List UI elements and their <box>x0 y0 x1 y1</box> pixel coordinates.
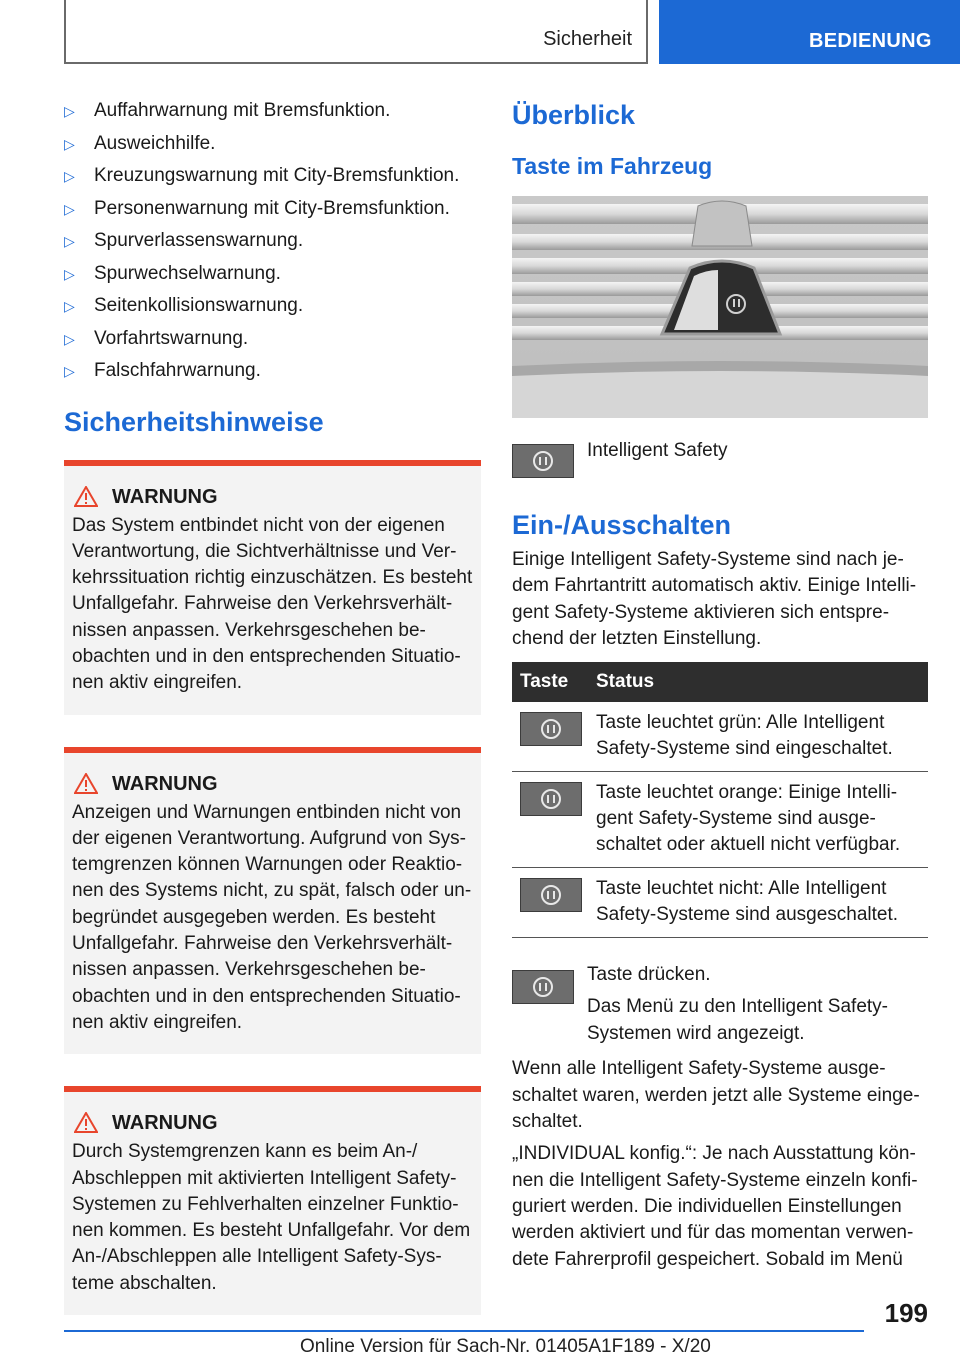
button-caption: Intelligent Safety <box>587 440 728 461</box>
table-row <box>512 868 928 938</box>
intelligent-safety-button-icon <box>512 970 574 1004</box>
warning-title: WARNUNG <box>112 484 473 510</box>
triangle-bullet-icon: ▷ <box>64 103 75 119</box>
list-item: ▷ Kreuzungswarnung mit City-Bremsfunktion. <box>64 165 460 186</box>
list-item: ▷ Ausweichhilfe. <box>64 132 216 154</box>
header-section-box <box>64 0 648 64</box>
onoff-heading: Ein-/Ausschalten <box>512 510 732 540</box>
right-column <box>512 100 928 1273</box>
button-caption-row <box>512 438 928 502</box>
press-text: Das Menü zu den Intelligent Safety-Systemen wird angezeigt. <box>587 996 889 1044</box>
triangle-bullet-icon: ▷ <box>64 363 75 379</box>
onoff-intro: Einige Intelligent Safety-Systeme sind nach jedem Fahrtantritt automatisch aktiv. Einige Intelligent Safety-Systeme aktivieren sich entsprechend der letzten Einstellung. <box>512 549 917 649</box>
feature-list <box>64 100 481 393</box>
table-cell-status: Taste leuchtet orange: Einige Intelligent Safety-Systeme sind ausgeschaltet oder aktuell nicht verfügbar. <box>588 772 928 868</box>
list-item: ▷ Falschfahrwarnung. <box>64 360 261 381</box>
button-heading: Taste im Fahrzeug <box>512 153 713 179</box>
left-column <box>64 100 481 1315</box>
list-item: ▷ Spurverlassenswarnung. <box>64 230 304 251</box>
safety-heading: Sicherheitshinweise <box>64 406 324 437</box>
warning-text: Anzeigen und Warnungen entbinden nicht von der eigenen Verantwortung. Aufgrund von Systemgrenzen können Warnungen oder Reaktionen des Systems nicht, zu spät, falsch oder unbegründet ausgegeben werden. Es besteht Unfallgefahr. Fahrweise den Verkehrsverhältnissen anpassen. Verkehrsgeschehen beobachten und in den entsprechenden Situationen aktiv eingreifen. <box>72 801 472 1033</box>
triangle-bullet-icon: ▷ <box>64 168 75 184</box>
warning-text: Das System entbindet nicht von der eigenen Verantwortung, die Sichtverhältnisse und Verkehrssituation richtig einzuschätzen. Es besteht Unfallgefahr. Fahrweise den Verkehrsverhältnissen anpassen. Verkehrsgeschehen beobachten und in den entsprechenden Situationen aktiv eingreifen. <box>72 514 473 694</box>
warning-box <box>64 747 481 1055</box>
table-row <box>512 702 928 772</box>
table-cell-status: Taste leuchtet grün: Alle Intelligent Safety-Systeme sind eingeschaltet. <box>588 702 928 772</box>
list-item: ▷ Spurwechselwarnung. <box>64 262 281 284</box>
warning-text: Durch Systemgrenzen kann es beim An-/ Abschleppen mit aktivierten Intelligent Safety-Systemen zu Fehlverhalten einzelner Funktionen kommen. Es besteht Unfallgefahr. Vor dem An-/Abschleppen alle Intelligent Safety-Systeme abschalten. <box>72 1141 471 1294</box>
press-button-step <box>512 962 928 1044</box>
warning-box <box>64 1086 481 1315</box>
list-item: ▷ Personenwarnung mit City-Bremsfunktion. <box>64 197 450 219</box>
table-header-key: Taste <box>512 662 588 702</box>
warning-title: WARNUNG <box>112 771 473 797</box>
triangle-bullet-icon: ▷ <box>64 135 75 152</box>
vehicle-button-photo <box>512 196 928 418</box>
paragraph-all-on: Wenn alle Intelligent Safety-Systeme ausgeschaltet waren, werden jetzt alle Systeme eingeschaltet. <box>512 1058 920 1133</box>
warning-title: WARNUNG <box>112 1110 473 1136</box>
table-header-status: Status <box>588 662 928 702</box>
footer-online-version: Online Version für Sach-Nr. 01405A1F189 - X/20 <box>300 1336 711 1357</box>
list-item: ▷ Seitenkollisionswarnung. <box>64 295 304 316</box>
button-orange-icon <box>520 782 582 816</box>
intelligent-safety-button-icon <box>512 444 574 478</box>
triangle-bullet-icon: ▷ <box>64 233 75 249</box>
list-item: ▷ Auffahrwarnung mit Bremsfunktion. <box>64 100 391 121</box>
button-green-icon <box>520 712 582 746</box>
header-chapter-label: BEDIENUNG <box>809 30 932 52</box>
table-row <box>512 772 928 868</box>
press-label: Taste drücken. <box>587 964 711 986</box>
triangle-bullet-icon: ▷ <box>64 200 75 217</box>
footer-divider <box>64 1330 864 1332</box>
triangle-bullet-icon: ▷ <box>64 330 75 347</box>
paragraph-individual-config: „INDIVIDUAL konfig.“: Je nach Ausstattung können die Intelligent Safety-Systeme einzeln konfiguriert werden. Die individuellen Einstellungen werden aktiviert und für das momentan verwendete Fahrerprofil gespeichert. Sobald im Menü <box>512 1143 918 1270</box>
warning-triangle-icon <box>74 773 98 794</box>
list-item: ▷ Vorfahrtswarnung. <box>64 327 249 349</box>
page-number: 199 <box>884 1298 928 1328</box>
table-cell-status: Taste leuchtet nicht: Alle Intelligent Safety-Systeme sind ausgeschaltet. <box>588 868 928 938</box>
warning-triangle-icon <box>74 486 98 507</box>
status-table <box>512 662 928 938</box>
header-section-title: Sicherheit <box>543 28 632 50</box>
triangle-bullet-icon: ▷ <box>64 298 75 314</box>
triangle-bullet-icon: ▷ <box>64 265 75 282</box>
overview-heading: Überblick <box>512 100 636 130</box>
warning-triangle-icon <box>74 1112 98 1133</box>
header-chapter-tab[interactable] <box>659 0 960 64</box>
warning-box <box>64 460 481 715</box>
button-off-icon <box>520 878 582 912</box>
